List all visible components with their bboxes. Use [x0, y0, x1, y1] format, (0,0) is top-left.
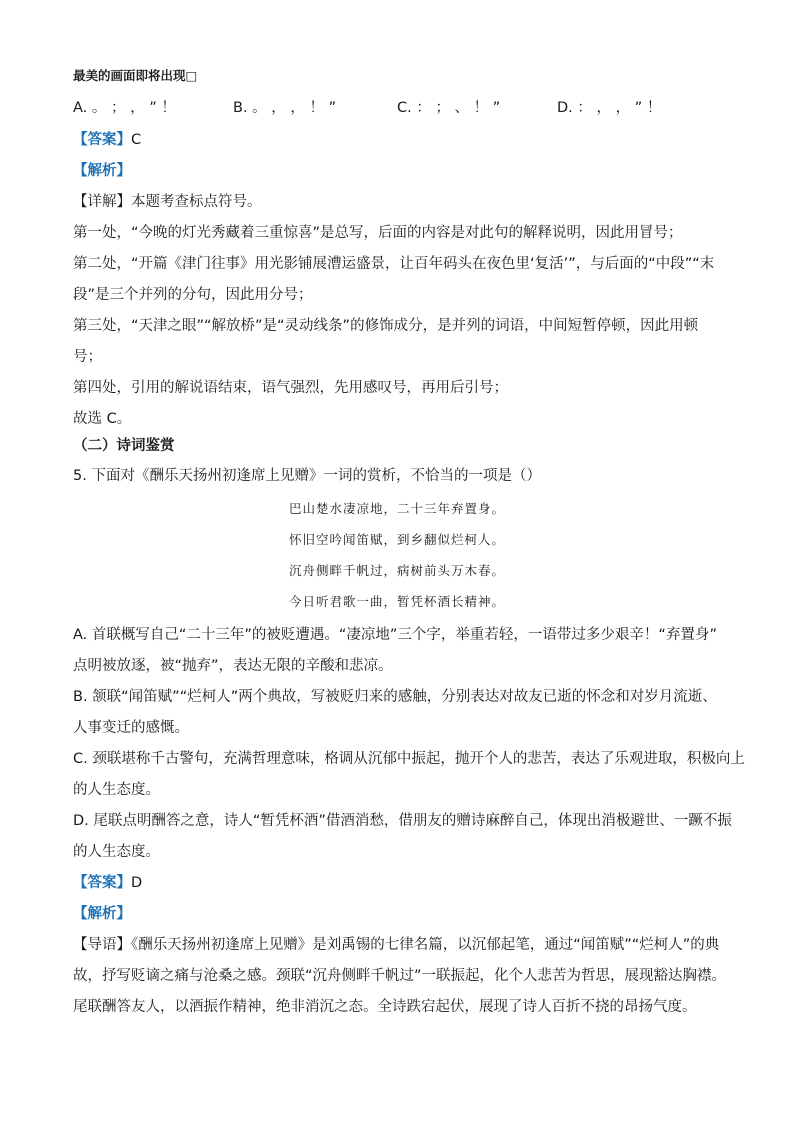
poem-line-2: 怀旧空吟闻笛赋，到乡翻似烂柯人。 — [288, 532, 505, 547]
q5-stem: 5. 下面对《酬乐天扬州初逢席上见赠》一词的赏析，不恰当的一项是（） — [73, 468, 541, 484]
answer-value: C — [131, 132, 142, 148]
q4-point-4: 第四处，引用的解说语结束，语气强烈，先用感叹号，再用后引号； — [73, 380, 508, 396]
option-c: C. ： ； 、 ！ ” — [397, 100, 501, 116]
q5-option-c-2: 的人生态度。 — [73, 782, 160, 798]
answer-label: 【答案】 — [73, 875, 131, 891]
q5-answer — [73, 873, 142, 893]
q5-option-b-2: 人事变迁的感慨。 — [73, 720, 189, 736]
q4-point-2a: 第二处，“开篇《津门往事》用光影铺展漕运盛景，让百年码头在夜色里‘复活’”，与后面的“中段”“末 — [73, 256, 715, 272]
q5-guide-3: 尾联酬答友人，以酒振作精神，绝非消沉之态。全诗跌宕起伏，展现了诗人百折不挠的昂扬气度。 — [73, 999, 697, 1015]
q5-option-a-1: A. 首联概写自己“二十三年”的被贬遭遇。“凄凉地”三个字，举重若轻，一语带过多少艰辛！“弃置身” — [73, 627, 717, 643]
section-title: （二）诗词鉴赏 — [73, 438, 175, 454]
answer-label: 【答案】 — [73, 132, 131, 148]
poem-line-3: 沉舟侧畔千帆过，病树前头万木春。 — [288, 563, 505, 578]
q5-option-d-2: 的人生态度。 — [73, 844, 160, 860]
poem-line-1: 巴山楚水凄凉地，二十三年弃置身。 — [288, 501, 505, 516]
q5-option-c-1: C. 颈联堪称千古警句，充满哲理意味，格调从沉郁中振起，抛开个人的悲苦，表达了乐观进取，积极向上 — [73, 751, 745, 767]
option-d: D. ： ， ， ” ！ — [557, 100, 662, 116]
q5-guide-2: 故，抒写贬谪之痛与沧桑之感。颈联“沉舟侧畔千帆过”一联振起，化个人悲苦为哲思，展现豁达胸襟。 — [73, 968, 727, 984]
q4-point-3a: 第三处，“天津之眼”“解放桥”是“灵动线条”的修饰成分，是并列的词语，中间短暂停顿，因此用顿 — [73, 318, 699, 334]
q4-point-1: 第一处，“今晚的灯光秀藏着三重惊喜”是总写，后面的内容是对此句的解释说明，因此用冒号； — [73, 225, 683, 241]
q4-detail: 【详解】本题考查标点符号。 — [73, 194, 262, 210]
q4-point-2b: 段”是三个并列的分句，因此用分号； — [73, 287, 313, 303]
top-line: 最美的画面即将出现□ — [73, 68, 198, 83]
q4-point-3b: 号； — [73, 349, 102, 365]
poem-line-4: 今日听君歌一曲，暂凭杯酒长精神。 — [288, 594, 505, 609]
q4-analysis-label: 【解析】 — [73, 163, 131, 179]
q4-conclusion: 故选 C。 — [73, 411, 132, 427]
q5-guide-1: 【导语】《酬乐天扬州初逢席上见赠》是刘禹锡的七律名篇，以沉郁起笔，通过“闻笛赋”“烂柯人”的典 — [73, 937, 720, 953]
q4-options — [73, 98, 733, 118]
q4-answer — [73, 130, 141, 150]
q5-option-a-2: 点明被放逐，被“抛弃”，表达无限的辛酸和悲凉。 — [73, 658, 393, 674]
option-a: A. 。 ； ， ” ！ — [73, 100, 176, 116]
option-b: B. 。 ， ， ！ ” — [233, 100, 337, 116]
q5-option-d-1: D. 尾联点明酬答之意，诗人“暂凭杯酒”借酒消愁，借朋友的赠诗麻醉自己，体现出消极避世、一蹶不振 — [73, 813, 732, 829]
q5-option-b-1: B. 颔联“闻笛赋”“烂柯人”两个典故，写被贬归来的感触，分别表达对故友已逝的怀念和对岁月流逝、 — [73, 689, 717, 705]
q5-analysis-label: 【解析】 — [73, 906, 131, 922]
answer-value: D — [131, 875, 143, 891]
